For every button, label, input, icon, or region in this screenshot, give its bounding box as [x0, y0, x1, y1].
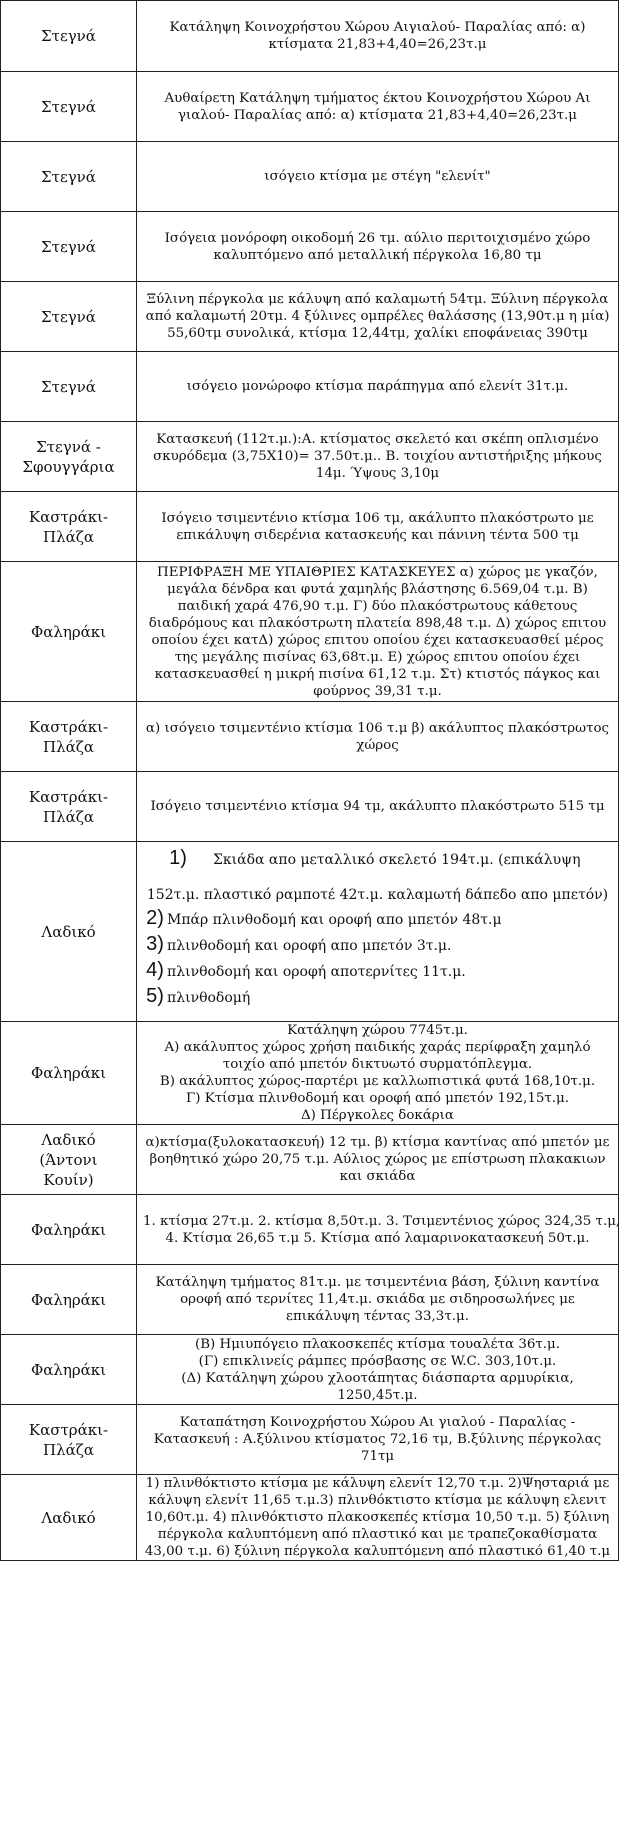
description-line: 1250,45τ.μ. — [337, 1387, 418, 1403]
location-line: Κουίν) — [43, 1170, 94, 1189]
list-item — [143, 958, 612, 988]
description-cell — [137, 702, 619, 772]
description-cell — [137, 772, 619, 842]
table-row — [1, 142, 619, 212]
description-line: 43,00 τ.μ. 6) ξύλινη πέργκολα καλυπτόμενη από πλαστικό 61,40 τ.μ — [144, 1544, 611, 1559]
description-line: παιδική χαρά 476,90 τ.μ. Γ) δύο πλακόστρωτους κάθετους — [177, 598, 578, 614]
location-line: Καστράκι- — [28, 717, 109, 736]
description-line: φούρνος 39,31 τ.μ. — [313, 683, 442, 699]
description-cell — [137, 422, 619, 492]
description-line: Γ) Κτίσμα πλινθοδομή και οροφή από μπετόν 192,15τ.μ. — [186, 1091, 569, 1106]
description-line: Δ) Πέργκολες δοκάρια — [301, 1108, 454, 1123]
location-line: Στεγνά — [41, 237, 96, 256]
location-cell — [1, 702, 137, 772]
location-line: Καστράκι- — [28, 787, 109, 806]
table-row — [1, 282, 619, 352]
description-cell — [137, 142, 619, 212]
description-cell — [137, 1265, 619, 1335]
description-line: οποίου έχει κατΔ) χώρος επιτου οποίου έχει κατασκευασθεί μέρος — [151, 632, 604, 648]
description-cell — [137, 72, 619, 142]
description-line: Κατάληψη τμήματος 81τ.μ. με τσιμεντένια βάση, ξύλινη καντίνα — [155, 1275, 600, 1290]
description-line: και σκιάδα — [339, 1169, 416, 1184]
description-line: 55,60τμ συνολικά, κτίσμα 12,44τμ, χαλίκι εποφάνειας 390τμ — [167, 326, 588, 341]
description-line: 10,60τ.μ. 4) πλινθόκτιστο πλακοσκεπές κτίσμα 10,50 τ.μ. 5) ξύλινη — [145, 1510, 610, 1525]
location-line: Στεγνά - — [36, 437, 101, 456]
table-row — [1, 1, 619, 72]
description-cell — [137, 282, 619, 352]
description-line: γιαλού- Παραλίας από: α) κτίσματα 21,83+4,40=26,23τ.μ — [177, 107, 578, 123]
description-line: Α) ακάλυπτος χώρος χρήση παιδικής χαράς περίφραξη χαμηλό — [164, 1040, 591, 1055]
description-line: επικάλυψη τέντας 33,3τ.μ. — [286, 1309, 469, 1324]
description-line: χώρος — [356, 737, 399, 753]
location-cell — [1, 142, 137, 212]
location-line: Φαληράκι — [30, 1290, 107, 1309]
location-line: Πλάζα — [43, 527, 94, 546]
description-line: Κατασκευή : Α.ξύλινου κτίσματος 72,16 τμ, Β.ξύλινης πέργκολας — [153, 1432, 602, 1447]
table-row — [1, 1475, 619, 1561]
location-line: Λαδικό — [41, 1130, 96, 1149]
list-item: 152τ.μ. πλαστικό ραμποτέ 42τ.μ. καλαμωτή δάπεδο απο μπετόν) — [146, 886, 609, 903]
description-line: τοιχίο από μπετόν δικτυωτό συρματόπλεγμα. — [222, 1057, 533, 1072]
table-row — [1, 1335, 619, 1405]
description-line: μεγάλα δένδρα και φυτά χαμηλής βλάστησης 6.569,04 τ.μ. Β) — [167, 581, 588, 597]
description-cell — [137, 1195, 619, 1265]
table-row — [1, 422, 619, 492]
description-line: κατασκευασθεί η μικρή πισίνα 61,12 τ.μ. Στ) κτιστός πάγκος και — [154, 666, 601, 682]
description-cell — [137, 1335, 619, 1405]
location-line: Πλάζα — [43, 737, 94, 756]
location-cell — [1, 492, 137, 562]
table-row — [1, 1405, 619, 1475]
location-cell — [1, 1475, 137, 1561]
description-line: σκυρόδεμα (3,75Χ10)= 37.50τ.μ.. Β. τοιχίου αντιστήριξης μήκους — [153, 449, 602, 464]
location-cell — [1, 212, 137, 282]
list-item-text: Σκιάδα απο μεταλλικό σκελετό 194τ.μ. (επικάλυψη — [213, 851, 581, 868]
table-row — [1, 702, 619, 772]
list-item-text: πλινθοδομή και οροφή απο μπετόν 3τ.μ. — [167, 937, 452, 954]
description-line: Ξύλινη πέργκολα με κάλυψη από καλαμωτή 54τμ. Ξύλινη πέργκολα — [146, 292, 609, 307]
location-line: Φαληράκι — [30, 1064, 107, 1082]
description-line: από καλαμωτή 20τμ. 4 ξύλινες ομπρέλες θαλάσσης (13,90τ.μ η μία) — [145, 309, 610, 324]
location-line: Στεγνά — [41, 377, 96, 396]
list-item — [143, 906, 612, 936]
location-line: Λαδικό — [41, 922, 96, 941]
table-row — [1, 1125, 619, 1195]
description-line: Καταπάτηση Κοινοχρήστου Χώρου Αι γιαλού - Παραλίας - — [179, 1415, 576, 1430]
location-cell — [1, 422, 137, 492]
list-item-number: 5) — [146, 984, 164, 1007]
location-cell — [1, 1335, 137, 1405]
location-line: Στεγνά — [41, 167, 96, 186]
location-line: Λαδικό — [41, 1508, 96, 1527]
location-cell — [1, 842, 137, 1022]
description-line: (Γ) επικλινείς ράμπες πρόσβασης σε W.C. 303,10τ.μ. — [198, 1353, 557, 1369]
description-line: κτίσματα 21,83+4,40=26,23τ.μ — [268, 37, 487, 52]
location-line: Φαληράκι — [30, 622, 107, 641]
list-item-text: πλινθοδομή — [167, 989, 251, 1006]
description-line: Ισόγειο τσιμεντένιο κτίσμα 94 τμ, ακάλυπτο πλακόστρωτο 515 τμ — [150, 799, 605, 814]
description-line: Αυθαίρετη Κατάληψη τμήματος έκτου Κοινοχρήστου Χώρου Αι — [164, 90, 591, 106]
description-line: α)κτίσμα(ξυλοκατασκευή) 12 τμ. β) κτίσμα καντίνας από μπετόν με — [145, 1135, 610, 1150]
location-line: Πλάζα — [43, 807, 94, 826]
description-line: (Β) Ημιυπόγειο πλακοσκεπές κτίσμα τουαλέτα 36τ.μ. — [194, 1336, 560, 1352]
property-table-body — [1, 1, 619, 1561]
location-cell — [1, 772, 137, 842]
location-cell — [1, 1195, 137, 1265]
description-line: Β) ακάλυπτος χώρος-παρτέρι με καλλωπιστικά φυτά 168,10τ.μ. — [159, 1074, 596, 1089]
table-row — [1, 1195, 619, 1265]
list-item-text: Μπάρ πλινθοδομή και οροφή απο μπετόν 48τ.μ — [167, 911, 502, 928]
location-cell — [1, 352, 137, 422]
location-cell — [1, 72, 137, 142]
description-line: Ισόγεια μονόροφη οικοδομή 26 τμ. αύλιο περιτοιχισμένο χώρο — [164, 230, 591, 246]
location-line: Στεγνά — [41, 27, 96, 45]
list-item — [143, 932, 612, 962]
location-cell — [1, 1405, 137, 1475]
description-cell — [137, 562, 619, 702]
location-line: Φαληράκι — [30, 1220, 107, 1239]
description-line: α) ισόγειο τσιμεντένιο κτίσμα 106 τ.μ β) ακάλυπτος πλακόστρωτος — [145, 720, 610, 736]
description-line: ισόγειο κτίσμα με στέγη "ελενίτ" — [264, 169, 491, 184]
list-item — [143, 846, 612, 880]
description-cell — [137, 1125, 619, 1195]
table-row — [1, 72, 619, 142]
description-line: 1) πλινθόκτιστο κτίσμα με κάλυψη ελενίτ 12,70 τ.μ. 2)Ψησταριά με — [145, 1476, 610, 1491]
description-line: ΠΕΡΙΦΡΑΞΗ ΜΕ ΥΠΑΙΘΡΙΕΣ ΚΑΤΑΣΚΕΥΕΣ α) χώρος με γκαζόν, — [157, 564, 598, 580]
location-cell — [1, 1, 137, 72]
description-line: διαδρόμους και πλακόστρωτη πλατεία 898,48 τ.μ. Δ) χώρος επιτου — [148, 615, 607, 631]
description-cell — [137, 842, 619, 1022]
description-cell — [137, 1475, 619, 1561]
description-line: οροφή από τερνίτες 11,4τ.μ. σκιάδα με σιδηροσωλήνες με — [180, 1292, 575, 1307]
description-cell — [137, 212, 619, 282]
table-row — [1, 352, 619, 422]
table-row — [1, 1022, 619, 1125]
description-line: πέργκολα καλυπτόμενη από πλαστικό και με τραπεζοκαθίσματα — [157, 1527, 598, 1542]
location-line: Φαληράκι — [30, 1360, 107, 1379]
location-line: Σφουγγάρια — [22, 457, 115, 476]
description-line: Κατασκευή (112τ.μ.):Α. κτίσματος σκελετό και σκέπη οπλισμένο — [156, 432, 599, 447]
table-row — [1, 492, 619, 562]
location-line: Πλάζα — [43, 1440, 94, 1459]
description-line: 1. κτίσμα 27τ.μ. 2. κτίσμα 8,50τ.μ. 3. Τσιμεντένιος χώρος 324,35 τ.μ, — [143, 1213, 620, 1229]
list-item-number: 3) — [146, 932, 164, 955]
location-cell — [1, 1125, 137, 1195]
list-item-text: πλινθοδομή και οροφή αποτερνίτες 11τ.μ. — [167, 963, 466, 980]
description-line: (Δ) Κατάληψη χώρου χλοοτάπητας διάσπαρτα αρμυρίκια, — [181, 1370, 574, 1386]
description-cell — [137, 352, 619, 422]
description-cell — [137, 1405, 619, 1475]
location-cell — [1, 1022, 137, 1125]
description-line: Κατάληψη Κοινοχρήστου Χώρου Αιγιαλού- Παραλίας από: α) — [169, 20, 586, 35]
location-line: (Άντονι — [39, 1150, 98, 1169]
table-row — [1, 212, 619, 282]
description-line: 4. Κτίσμα 26,65 τ.μ 5. Κτίσμα από λαμαρινοκατασκευή 50τ.μ. — [165, 1230, 590, 1246]
description-line: Κατάληψη χώρου 7745τ.μ. — [287, 1023, 468, 1038]
description-line: της μεγάλης πισίνας 63,68τ.μ. Ε) χώρος επιτου οποίου έχει — [174, 649, 581, 665]
list-item-number: 4) — [146, 958, 164, 981]
location-line: Καστράκι- — [28, 507, 109, 526]
description-cell — [137, 1022, 619, 1125]
description-line: 14μ. Ύψους 3,10μ — [315, 466, 440, 481]
location-line: Στεγνά — [41, 307, 96, 326]
description-line: βοηθητικό χώρο 20,75 τ.μ. Αύλιος χώρος με επίστρωση πλακακιων — [149, 1152, 606, 1167]
description-line: Ισόγειο τσιμεντένιο κτίσμα 106 τμ, ακάλυπτο πλακόστρωτο με — [161, 510, 594, 526]
description-cell — [137, 1, 619, 72]
description-line: ισόγειο μονώροφο κτίσμα παράπηγμα από ελενίτ 31τ.μ. — [186, 379, 569, 394]
list-item — [143, 984, 612, 1014]
location-line: Καστράκι- — [28, 1420, 109, 1439]
table-row — [1, 842, 619, 1022]
list-item-number: 1) — [169, 846, 187, 869]
description-line: επικάλυψη σιδερένια κατασκευής και πάνινη τέντα 500 τμ — [176, 527, 579, 543]
table-row — [1, 562, 619, 702]
location-cell — [1, 282, 137, 352]
description-line: καλυπτόμενο από μεταλλική πέργκολα 16,80 τμ — [213, 247, 542, 263]
list-item-number: 2) — [146, 906, 164, 929]
table-row — [1, 1265, 619, 1335]
table-row — [1, 772, 619, 842]
description-cell — [137, 492, 619, 562]
location-line: Στεγνά — [41, 97, 96, 116]
location-cell — [1, 562, 137, 702]
description-line: 71τμ — [360, 1449, 395, 1464]
description-line: κάλυψη ελενίτ 11,65 τ.μ.3) πλινθόκτιστο κτίσμα με κάλυψη ελενιτ — [148, 1493, 607, 1508]
location-cell — [1, 1265, 137, 1335]
